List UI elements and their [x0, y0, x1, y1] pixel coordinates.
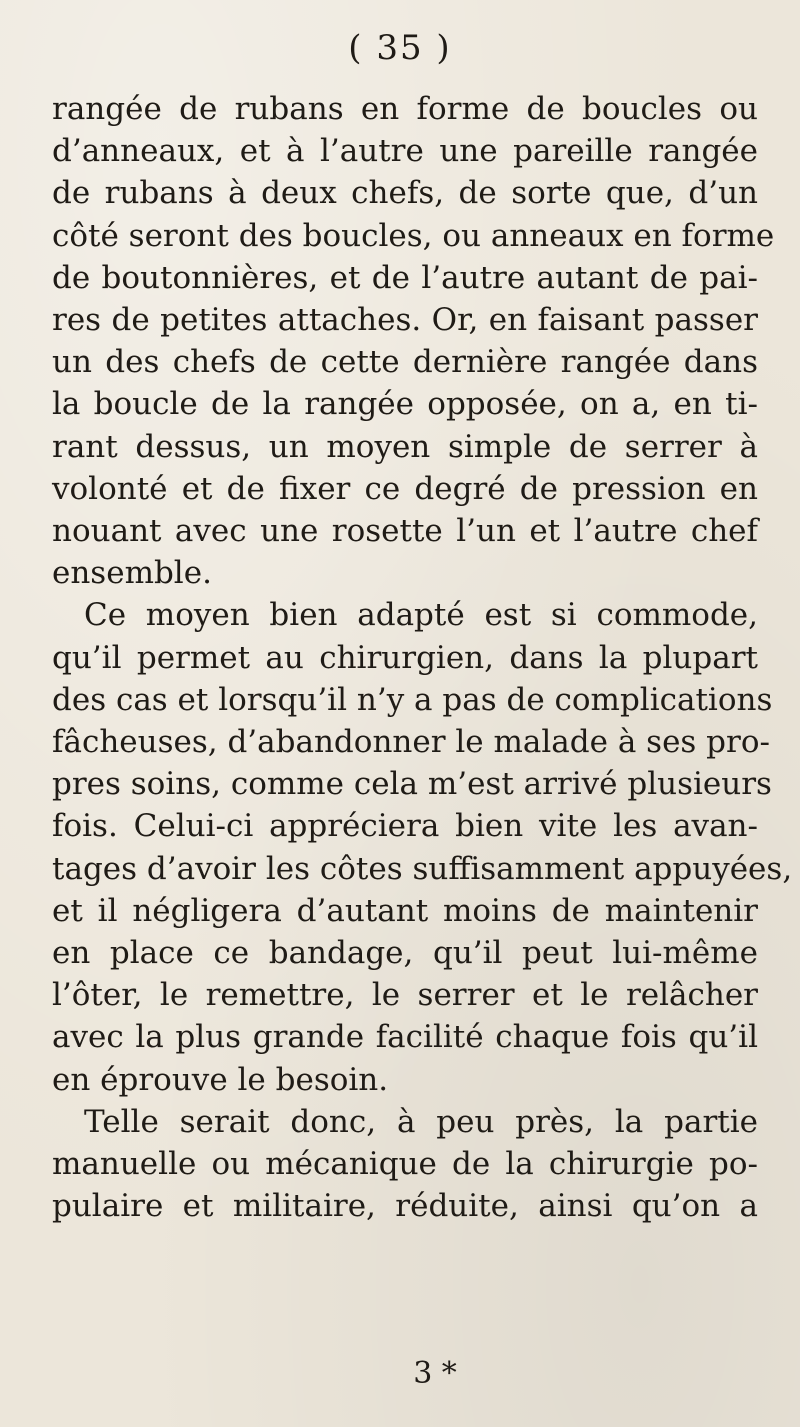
text-line: pres soins, comme cela m’est arrivé plusieurs: [52, 766, 772, 803]
body-text: [52, 88, 793, 1227]
text-line: en éprouve le besoin.: [52, 1061, 389, 1098]
signature-mark: 3 *: [413, 1356, 457, 1391]
text-line: l’ôter, le remettre, le serrer et le relâcher: [52, 977, 758, 1014]
text-line: en place ce bandage, qu’il peut lui-même: [52, 935, 758, 972]
text-line: et il négligera d’autant moins de maintenir: [52, 892, 758, 929]
text-line: tages d’avoir les côtes suffisamment appuyées,: [52, 850, 793, 887]
text-line: nouant avec une rosette l’un et l’autre chef: [52, 513, 758, 550]
text-line: fois. Celui-ci appréciera bien vite les avan-: [52, 808, 758, 845]
text-line: la boucle de la rangée opposée, on a, en ti-: [52, 386, 758, 423]
text-line: manuelle ou mécanique de la chirurgie po-: [52, 1146, 758, 1183]
text-line: un des chefs de cette dernière rangée dans: [52, 344, 758, 381]
page-number: ( 35 ): [348, 28, 452, 68]
text-line: volonté et de fixer ce degré de pression en: [52, 470, 758, 507]
text-line: fâcheuses, d’abandonner le malade à ses pro-: [52, 724, 770, 761]
text-line: qu’il permet au chirurgien, dans la plupart: [52, 639, 758, 676]
text-line: de rubans à deux chefs, de sorte que, d’un: [52, 175, 758, 212]
text-line: avec la plus grande facilité chaque fois qu’il: [52, 1019, 758, 1056]
text-line: rangée de rubans en forme de boucles ou: [52, 91, 758, 127]
text-line: Ce moyen bien adapté est si commode,: [84, 597, 758, 634]
text-line: ensemble.: [52, 555, 212, 592]
text-line: côté seront des boucles, ou anneaux en forme: [52, 217, 775, 254]
text-line: pulaire et militaire, réduite, ainsi qu’on a: [52, 1188, 758, 1225]
text-line: res de petites attaches. Or, en faisant passer: [52, 302, 758, 339]
text-line: de boutonnières, et de l’autre autant de pai-: [52, 259, 758, 296]
text-line: rant dessus, un moyen simple de serrer à: [52, 428, 758, 465]
text-line: d’anneaux, et à l’autre une pareille rangée: [52, 133, 758, 170]
text-line: des cas et lorsqu’il n’y a pas de complications: [52, 681, 773, 718]
text-line: Telle serait donc, à peu près, la partie: [84, 1103, 758, 1140]
